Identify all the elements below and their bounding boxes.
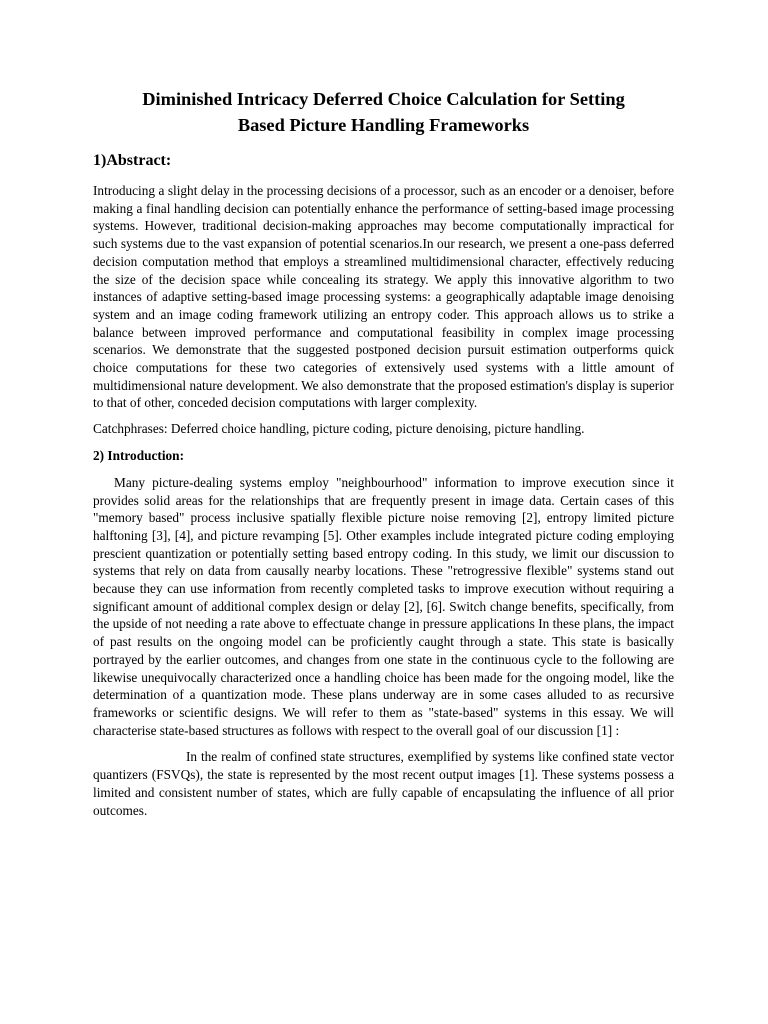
paper-title-line-1: Diminished Intricacy Deferred Choice Calculation for Setting <box>142 89 625 109</box>
abstract-heading: 1)Abstract: <box>93 152 172 169</box>
paper-title <box>93 86 674 138</box>
introduction-paragraph-2: In the realm of confined state structures, exemplified by systems like confined state vector quantizers (FSVQs), the state is represented by the most recent output images [1]. These systems possess a limited and consistent number of states, which are fully capable of encapsulating the influence of all prior outcomes. <box>93 749 674 818</box>
introduction-paragraph-1: Many picture-dealing systems employ "neighbourhood" information to improve execution since it provides solid areas for the relationships that are frequently present in image data. Certain cases of this "memory based" process inclusive spatially flexible picture noise removing [2], entropy limited picture halftoning [3], [4], and picture revamping [5]. Other examples include integrated picture coding employing prescient quantization or potentially setting based entropy coding. In this study, we limit our discussion to systems that rely on data from causally nearby locations. These "retrogressive flexible" systems stand out because they can use information from recently completed tasks to improve execution without requiring a significant amount of additional complex design or delay [2], [6]. Switch change benefits, specifically, from the upside of not needing a rate above to effectuate change in pressure applications In these plans, the impact of past results on the ongoing model can be proficiently caught through a state. This state is basically portrayed by the earlier outcomes, and changes from one state in the continuous cycle to the following are likewise unequivocally characterized once a handling choice has been made for the ongoing model, like the determination of a quantization mode. These plans underway are in some cases alluded to as recursive frameworks or scientific designs. We will refer to them as "state-based" systems in this essay. We will characterise state-based structures as follows with respect to the overall goal of our discussion [1] : <box>93 474 674 738</box>
keywords-line: Catchphrases: Deferred choice handling, picture coding, picture denoising, picture handling. <box>93 421 585 437</box>
paper-title-line-2: Based Picture Handling Frameworks <box>237 115 530 135</box>
abstract-paragraph: Introducing a slight delay in the processing decisions of a processor, such as an encoder or a denoiser, before making a final handling decision can potentially enhance the performance of setting-based image processing systems. However, traditional decision-making approaches may become computationally impractical for such systems due to the vast expansion of potential scenarios.In our research, we present a one-pass deferred decision computation method that employs a streamlined multidimensional character, effectively reducing the size of the decision space while concealing its strategy. We apply this innovative algorithm to two instances of adaptive setting-based image processing systems: a geographically adaptable image denoising system and an image coding framework utilizing an entropy coder. This approach allows us to strike a balance between improved performance and computational feasibility in complex image processing scenarios. We demonstrate that the suggested postponed decision pursuit estimation outperforms quick choice computations for these two categories of extensively used systems with a little amount of multidimensional nature development. We also demonstrate that the proposed estimation's display is superior to that of other, conceded decision computations with larger complexity. <box>93 183 674 411</box>
introduction-heading: 2) Introduction: <box>93 447 184 463</box>
document-page <box>93 86 674 819</box>
